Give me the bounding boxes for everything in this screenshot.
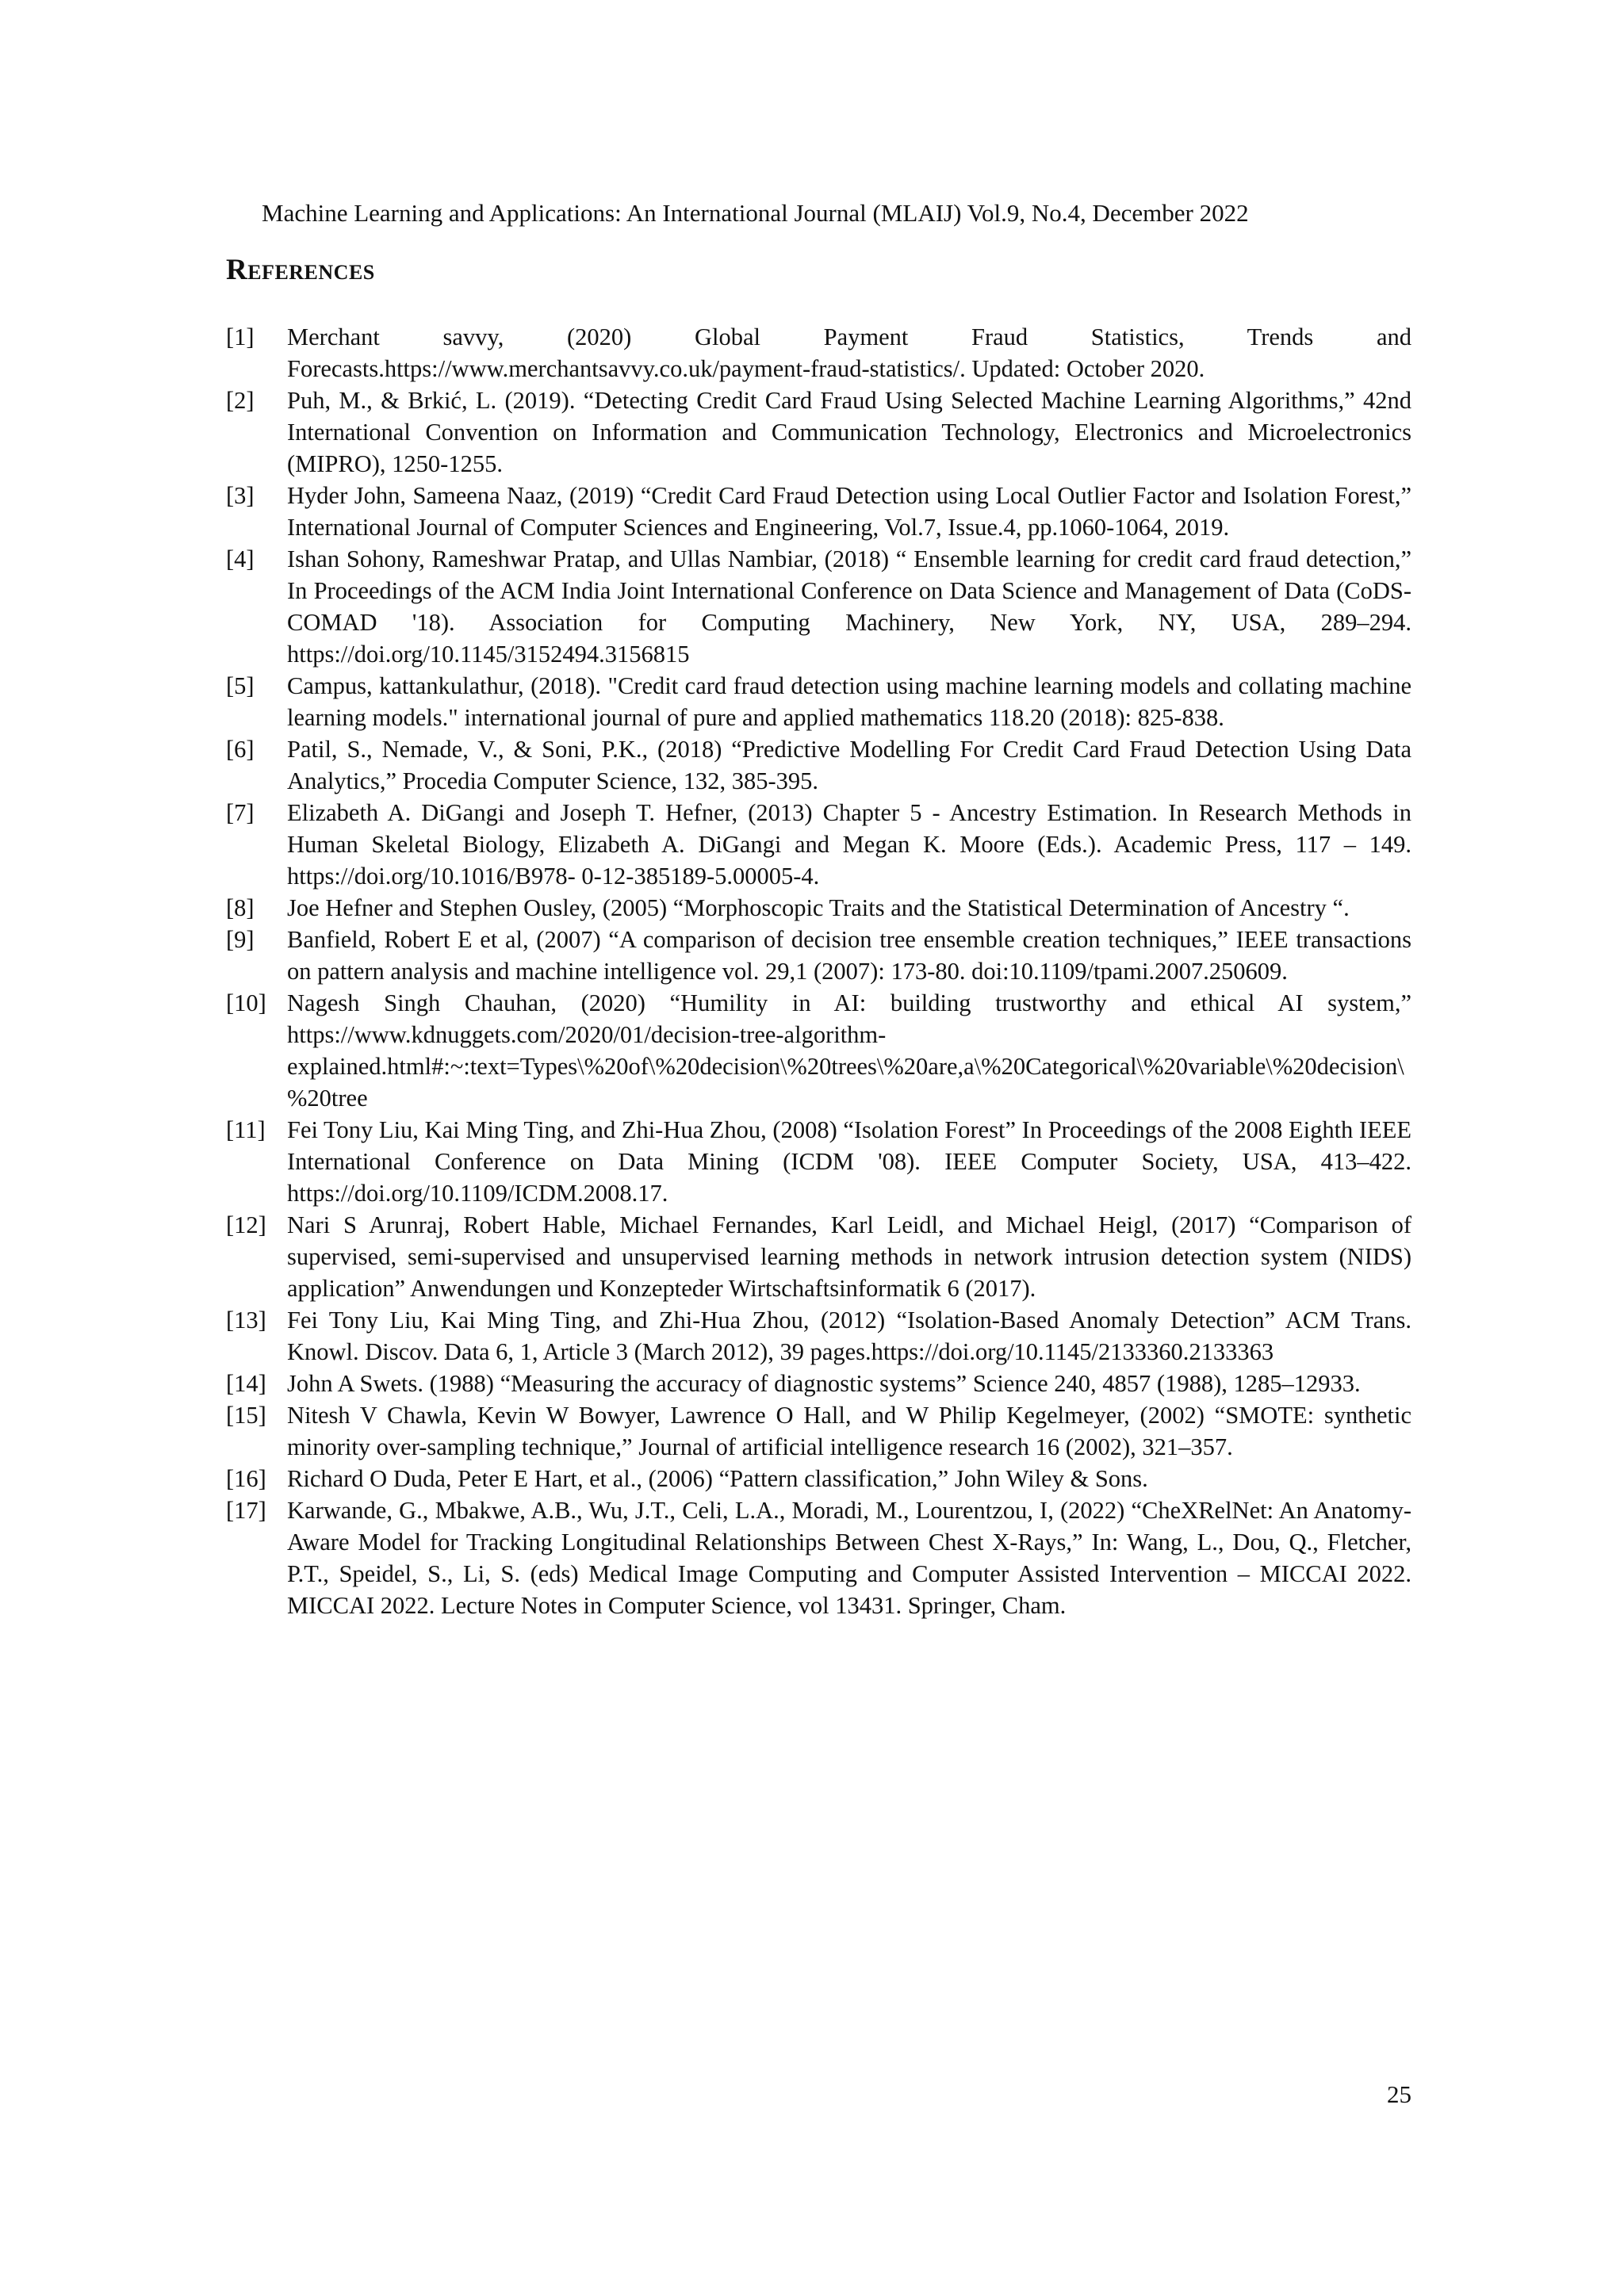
section-heading: References	[226, 254, 375, 286]
reference-item	[226, 543, 1411, 670]
reference-number: [7]	[226, 799, 255, 826]
reference-item	[226, 797, 1411, 892]
reference-text: Nitesh V Chawla, Kevin W Bowyer, Lawrence O Hall, and W Philip Kegelmeyer, (2002) “SMOTE: synthetic minority over-sampling technique,” Journal of artificial intelligence research 16 (2002), 321–357.	[287, 1402, 1411, 1460]
reference-text: Banfield, Robert E et al, (2007) “A comparison of decision tree ensemble creation techniques,” IEEE transactions on pattern analysis and machine intelligence vol. 29,1 (2007): 173-80. doi:10.1109/tpami.2007.250609.	[287, 926, 1411, 985]
reference-item	[226, 1463, 1411, 1494]
reference-number: [3]	[226, 482, 255, 509]
reference-item	[226, 480, 1411, 543]
reference-text: Campus, kattankulathur, (2018). "Credit card fraud detection using machine learning models and collating machine learning models." international journal of pure and applied mathematics 118.20 (2018): 825-838.	[287, 672, 1411, 731]
reference-item	[226, 1399, 1411, 1463]
reference-item	[226, 385, 1411, 480]
reference-number: [5]	[226, 672, 255, 699]
reference-text: Ishan Sohony, Rameshwar Pratap, and Ullas Nambiar, (2018) “ Ensemble learning for credit card fraud detection,” In Proceedings of the ACM India Joint International Conference on Data Science and Management of Data (CoDS-COMAD '18). Association for Computing Machinery, New York, NY, USA, 289–294. https://doi.org/10.1145/3152494.3156815	[287, 545, 1411, 668]
reference-number: [10]	[226, 989, 266, 1016]
reference-text: Richard O Duda, Peter E Hart, et al., (2006) “Pattern classification,” John Wiley & Sons.	[287, 1465, 1148, 1492]
running-header: Machine Learning and Applications: An International Journal (MLAIJ) Vol.9, No.4, December 2022	[262, 199, 1249, 227]
reference-list	[226, 321, 1411, 1621]
reference-text: Karwande, G., Mbakwe, A.B., Wu, J.T., Celi, L.A., Moradi, M., Lourentzou, I, (2022) “CheXRelNet: An Anatomy-Aware Model for Tracking Longitudinal Relationships Between Chest X-Rays,” In: Wang, L., Dou, Q., Fletcher, P.T., Speidel, S., Li, S. (eds) Medical Image Computing and Computer Assisted Intervention – MICCAI 2022. MICCAI 2022. Lecture Notes in Computer Science, vol 13431. Springer, Cham.	[287, 1497, 1411, 1619]
reference-number: [12]	[226, 1211, 266, 1238]
reference-text: Nagesh Singh Chauhan, (2020) “Humility in AI: building trustworthy and ethical AI system,” https://www.kdnuggets.com/2020/01/decision-tree-algorithm-explained.html#:~:text=Types\%20of\%20decision\%20trees\%20are,a\%20Categorical\%20variable\%20decision\%20tree	[287, 989, 1411, 1112]
reference-item	[226, 1209, 1411, 1304]
reference-text: Hyder John, Sameena Naaz, (2019) “Credit Card Fraud Detection using Local Outlier Factor and Isolation Forest,” International Journal of Computer Sciences and Engineering, Vol.7, Issue.4, pp.1060-1064, 2019.	[287, 482, 1411, 541]
reference-number: [17]	[226, 1497, 266, 1524]
page-number: 25	[1387, 2080, 1411, 2108]
reference-item	[226, 987, 1411, 1114]
reference-item	[226, 733, 1411, 797]
reference-text: Merchant savvy, (2020) Global Payment Fraud Statistics, Trends and Forecasts.https://www.merchantsavvy.co.uk/payment-fraud-statistics/. Updated: October 2020.	[287, 323, 1411, 382]
reference-item	[226, 670, 1411, 733]
reference-number: [9]	[226, 926, 255, 953]
reference-number: [14]	[226, 1370, 266, 1397]
reference-number: [16]	[226, 1465, 266, 1492]
reference-text: Patil, S., Nemade, V., & Soni, P.K., (2018) “Predictive Modelling For Credit Card Fraud Detection Using Data Analytics,” Procedia Computer Science, 132, 385-395.	[287, 736, 1411, 794]
reference-number: [15]	[226, 1402, 266, 1429]
reference-number: [8]	[226, 894, 255, 921]
reference-text: Joe Hefner and Stephen Ousley, (2005) “Morphoscopic Traits and the Statistical Determination of Ancestry “.	[287, 894, 1350, 921]
reference-item	[226, 1368, 1411, 1399]
reference-text: Elizabeth A. DiGangi and Joseph T. Hefner, (2013) Chapter 5 - Ancestry Estimation. In Research Methods in Human Skeletal Biology, Elizabeth A. DiGangi and Megan K. Moore (Eds.). Academic Press, 117 – 149. https://doi.org/10.1016/B978- 0-12-385189-5.00005-4.	[287, 799, 1411, 890]
reference-number: [4]	[226, 545, 255, 572]
reference-item	[226, 1304, 1411, 1368]
reference-item	[226, 892, 1411, 924]
reference-number: [13]	[226, 1307, 266, 1334]
reference-item	[226, 321, 1411, 385]
reference-text: John A Swets. (1988) “Measuring the accuracy of diagnostic systems” Science 240, 4857 (1988), 1285–12933.	[287, 1370, 1361, 1397]
reference-number: [6]	[226, 736, 255, 763]
reference-number: [2]	[226, 387, 255, 414]
reference-text: Nari S Arunraj, Robert Hable, Michael Fernandes, Karl Leidl, and Michael Heigl, (2017) “Comparison of supervised, semi-supervised and unsupervised learning methods in network intrusion detection system (NIDS) application” Anwendungen und Konzepteder Wirtschaftsinformatik 6 (2017).	[287, 1211, 1411, 1302]
reference-item	[226, 924, 1411, 987]
reference-number: [11]	[226, 1116, 266, 1143]
reference-text: Fei Tony Liu, Kai Ming Ting, and Zhi-Hua Zhou, (2008) “Isolation Forest” In Proceedings of the 2008 Eighth IEEE International Conference on Data Mining (ICDM '08). IEEE Computer Society, USA, 413–422. https://doi.org/10.1109/ICDM.2008.17.	[287, 1116, 1411, 1207]
reference-text: Fei Tony Liu, Kai Ming Ting, and Zhi-Hua Zhou, (2012) “Isolation-Based Anomaly Detection” ACM Trans. Knowl. Discov. Data 6, 1, Article 3 (March 2012), 39 pages.https://doi.org/10.1145/2133360.2133363	[287, 1307, 1411, 1365]
reference-number: [1]	[226, 323, 255, 350]
reference-item	[226, 1494, 1411, 1621]
reference-text: Puh, M., & Brkić, L. (2019). “Detecting Credit Card Fraud Using Selected Machine Learning Algorithms,” 42nd International Convention on Information and Communication Technology, Electronics and Microelectronics (MIPRO), 1250-1255.	[287, 387, 1411, 477]
reference-item	[226, 1114, 1411, 1209]
